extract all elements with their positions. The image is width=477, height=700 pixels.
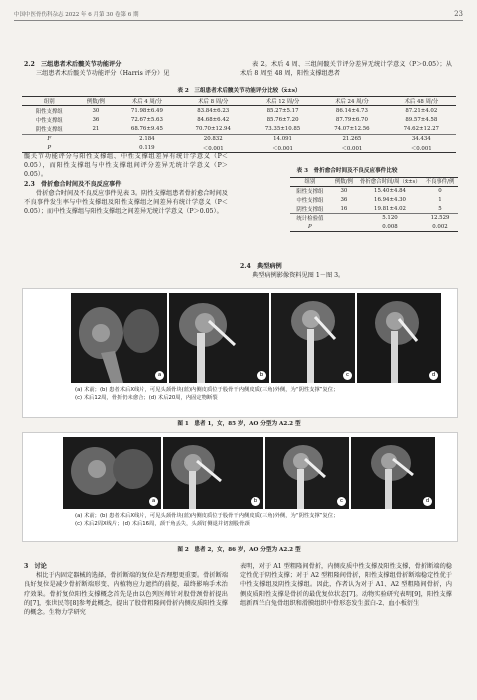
cell: 阳性支撑组: [296, 189, 324, 196]
right-bottom-text: [240, 562, 452, 608]
cell: 0.002: [422, 223, 458, 232]
figure-note: (a) 术前；(b) 患者术后X线片，可见头颈骨块(蓝)内侧皮质位于股骨干内侧皮质(三角)外侧，为“阴性支撑”复位；: [75, 513, 339, 519]
cell: 87.21±4.02: [405, 107, 438, 114]
xray-image: [63, 437, 161, 509]
cell: 21.265: [317, 134, 386, 143]
cell: 0.008: [358, 223, 422, 232]
xray-image: [265, 437, 349, 509]
cell: 14.091: [248, 134, 317, 143]
cell: ＜0.001: [387, 143, 456, 152]
cell: P: [22, 143, 77, 152]
table-row: [22, 115, 456, 124]
cell: ＜0.001: [317, 143, 386, 152]
panel-label: a: [155, 371, 164, 380]
table3: [290, 177, 458, 232]
cell: 83.84±6.23: [197, 107, 230, 114]
table-header-row: [22, 97, 456, 106]
cell: P: [290, 223, 330, 232]
running-header: [14, 6, 463, 21]
panel-label: a: [149, 497, 158, 506]
paragraph: 骨折愈合时间及不良反应事件见表 3。阴性支撑组患者骨折愈合时间及不良事件发生率与中性支撑组及阳性支撑组之间差异有统计学意义（P＜0.05）；而中性支撑组与阳性支撑组之间差异无统计学意义（P＞0.05）。: [24, 189, 228, 216]
cell: 16.94±4.30: [374, 197, 406, 203]
table-row: [290, 214, 458, 223]
cell: 20.832: [179, 134, 248, 143]
cell: 5.120: [358, 214, 422, 223]
cell: 70.70±12.94: [195, 126, 231, 133]
cell: 36: [92, 116, 100, 123]
column-header: 例数/例: [330, 178, 358, 187]
xray-image: [271, 293, 355, 383]
right-top-text: [240, 60, 452, 78]
cell: 阴性支撑组: [35, 127, 63, 134]
cell: 74.07±12.56: [334, 126, 370, 133]
cell: 12.529: [422, 214, 458, 223]
page-number: 23: [454, 10, 463, 18]
xray-image: [163, 437, 263, 509]
paragraph: 表 2。术后 4 周、三组间髋关节评分差异无统计学意义（P＞0.05）；从术后 8 周至 48 周，阳性支撑组患者: [240, 61, 452, 78]
left-bottom-text: [24, 562, 228, 617]
cell: 89.57±4.58: [405, 116, 438, 123]
table-row: [290, 196, 458, 205]
column-header: 骨折愈合时间/周（x̄±s）: [360, 179, 421, 185]
panel-label: d: [423, 497, 432, 506]
cell: 84.68±6.42: [197, 116, 230, 123]
paragraph: 相比于内固定器械的选择，骨折断端的复位是否理想更重要。骨折断端良好复位是减少骨折断端形变、内植物应力遮挡的前提，最终影响手术治疗效果。骨折复位阳性支撑概念首先是由以色列医师针对股骨颈骨折提出的[7]，张世民等[8]参考此概念，提出了股骨粗隆间骨折内侧皮质阳性支撑的概念。生物力学研究: [24, 572, 228, 617]
figure1-caption: 图 1 患者 1，女，85 岁，AO 分型为 A2.2 型: [177, 421, 301, 427]
cell: 30: [92, 107, 100, 114]
table-row: [290, 223, 458, 232]
cell: 68.76±9.45: [130, 126, 163, 133]
cell: 34.434: [387, 134, 456, 143]
table2: [22, 96, 456, 153]
paragraph: 髋关节功能评分与阳性支撑组、中性支撑组差异有统计学意义（P＜0.05），而阳性支撑组与中性支撑组间评分差异无统计学意义（P＞0.05）。: [24, 153, 228, 179]
cell: 86.14±4.73: [335, 107, 368, 114]
cell: 19.81±4.02: [374, 205, 406, 212]
cell: 87.79±6.70: [335, 116, 368, 123]
section-heading: 2.3 骨折愈合时间及不良反应事件: [24, 180, 122, 188]
section-heading: 2.4 典型病例: [240, 263, 282, 270]
table-row: [22, 134, 456, 143]
left-top-text: [24, 60, 228, 78]
column-header: 不良事件/例: [422, 178, 458, 187]
section-heading: 2.2 三组患者术后髋关节功能评分: [24, 61, 122, 68]
cell: 0.119: [115, 143, 178, 152]
figure-note: (a) 术前；(b) 患者术后X线片，可见头颈骨块(蓝)内侧皮质位于股骨干内侧皮质(三角)外侧，为“阴性支撑”复位；: [75, 387, 339, 393]
figure-note: (c) 术后2周X线片；(d) 术后16周，颈干角丢失，头颈钉侧退并切割股骨颈: [75, 521, 250, 527]
table-row: [290, 205, 458, 214]
paragraph: 表明，对于 A1 型粗隆间骨折，内侧皮质中性支撑及阳性支撑，骨折断端的稳定性优于阴性支撑；对于 A2 型粗隆间骨折，阳性支撑组骨折断端稳定性优于中性支撑组及阴性支撑组。因此，作者认为对于 A1、A2 型粗隆间骨折，内侧皮质阳性支撑是骨折的最优复位状态[7]。动物实验研究表明[9]，阳性支撑组新西兰白兔骨组织和滑膜组织中骨形态发生蛋白-2、血小板衍生: [240, 563, 452, 607]
column-header: 例数/例: [77, 97, 116, 106]
cell: 71.98±6.49: [130, 107, 163, 114]
table-header-row: [290, 178, 458, 187]
table-row: [22, 106, 456, 115]
right-mid-text: [240, 262, 452, 280]
panel-label: b: [257, 371, 266, 380]
cell: [77, 134, 116, 143]
paragraph: 三组患者术后髋关节功能评分（Harris 评分）见: [36, 70, 170, 78]
column-header: 术后 48 周/分: [387, 97, 456, 106]
panel-label: c: [343, 371, 352, 380]
cell: 中性支撑组: [35, 117, 63, 124]
cell: ＜0.001: [248, 143, 317, 152]
table-row: [22, 125, 456, 134]
cell: 阴性支撑组: [296, 206, 324, 213]
cell: 统计检验值: [290, 214, 330, 223]
cell: [330, 214, 358, 223]
figure1: [22, 288, 458, 418]
paragraph: 典型病例影像资料见图 1－图 3。: [252, 272, 345, 280]
table2-title: 表 2 三组患者术后髋关节功能评分比较（x̄±s）: [177, 88, 301, 94]
cell: 73.35±10.85: [264, 126, 301, 133]
cell: 阳性支撑组: [35, 108, 63, 115]
column-header: 术后 12 周/分: [248, 97, 317, 106]
xray-image: [351, 437, 435, 509]
figure2-caption: 图 2 患者 2，女，86 岁，AO 分型为 A2.2 型: [177, 547, 301, 553]
figure-note: (c) 术后12周，骨折仍未愈合；(d) 术后20周，内固定物断裂: [75, 395, 218, 401]
xray-image: [71, 293, 167, 383]
left-mid-text: [24, 152, 228, 216]
xray-image: [169, 293, 269, 383]
cell: 85.27±5.17: [266, 107, 299, 114]
cell: 15.40±4.84: [374, 188, 406, 195]
section-heading: 3 讨论: [24, 563, 47, 570]
cell: 36: [340, 197, 348, 203]
column-header: 术后 24 周/分: [317, 97, 386, 106]
cell: 21: [92, 126, 100, 133]
cell: 0: [438, 188, 442, 195]
xray-image: [357, 293, 441, 383]
column-header: 术后 4 周/分: [115, 97, 178, 106]
table3-title: 表 3 骨折愈合时间及不良反应事件比较: [296, 168, 398, 174]
cell: [330, 223, 358, 232]
journal-title: 中国中医骨伤科杂志 2022 年 6 月第 30 卷第 6 期: [14, 12, 139, 18]
cell: 74.62±12.27: [403, 126, 439, 133]
cell: 30: [340, 188, 348, 195]
column-header: 组别: [290, 178, 330, 187]
column-header: 术后 8 周/分: [179, 97, 248, 106]
figure2: [22, 432, 458, 542]
cell: 中性支撑组: [296, 198, 324, 204]
panel-label: d: [429, 371, 438, 380]
cell: 85.76±7.20: [266, 116, 299, 123]
cell: ＜0.001: [179, 143, 248, 152]
panel-label: c: [337, 497, 346, 506]
cell: 72.67±5.63: [130, 116, 163, 123]
cell: 5: [438, 205, 442, 212]
column-header: 组别: [22, 97, 77, 106]
cell: 16: [340, 205, 348, 212]
cell: F: [22, 134, 77, 143]
panel-label: b: [251, 497, 260, 506]
table-row: [290, 187, 458, 196]
cell: 2.184: [115, 134, 178, 143]
cell: 1: [438, 197, 442, 203]
